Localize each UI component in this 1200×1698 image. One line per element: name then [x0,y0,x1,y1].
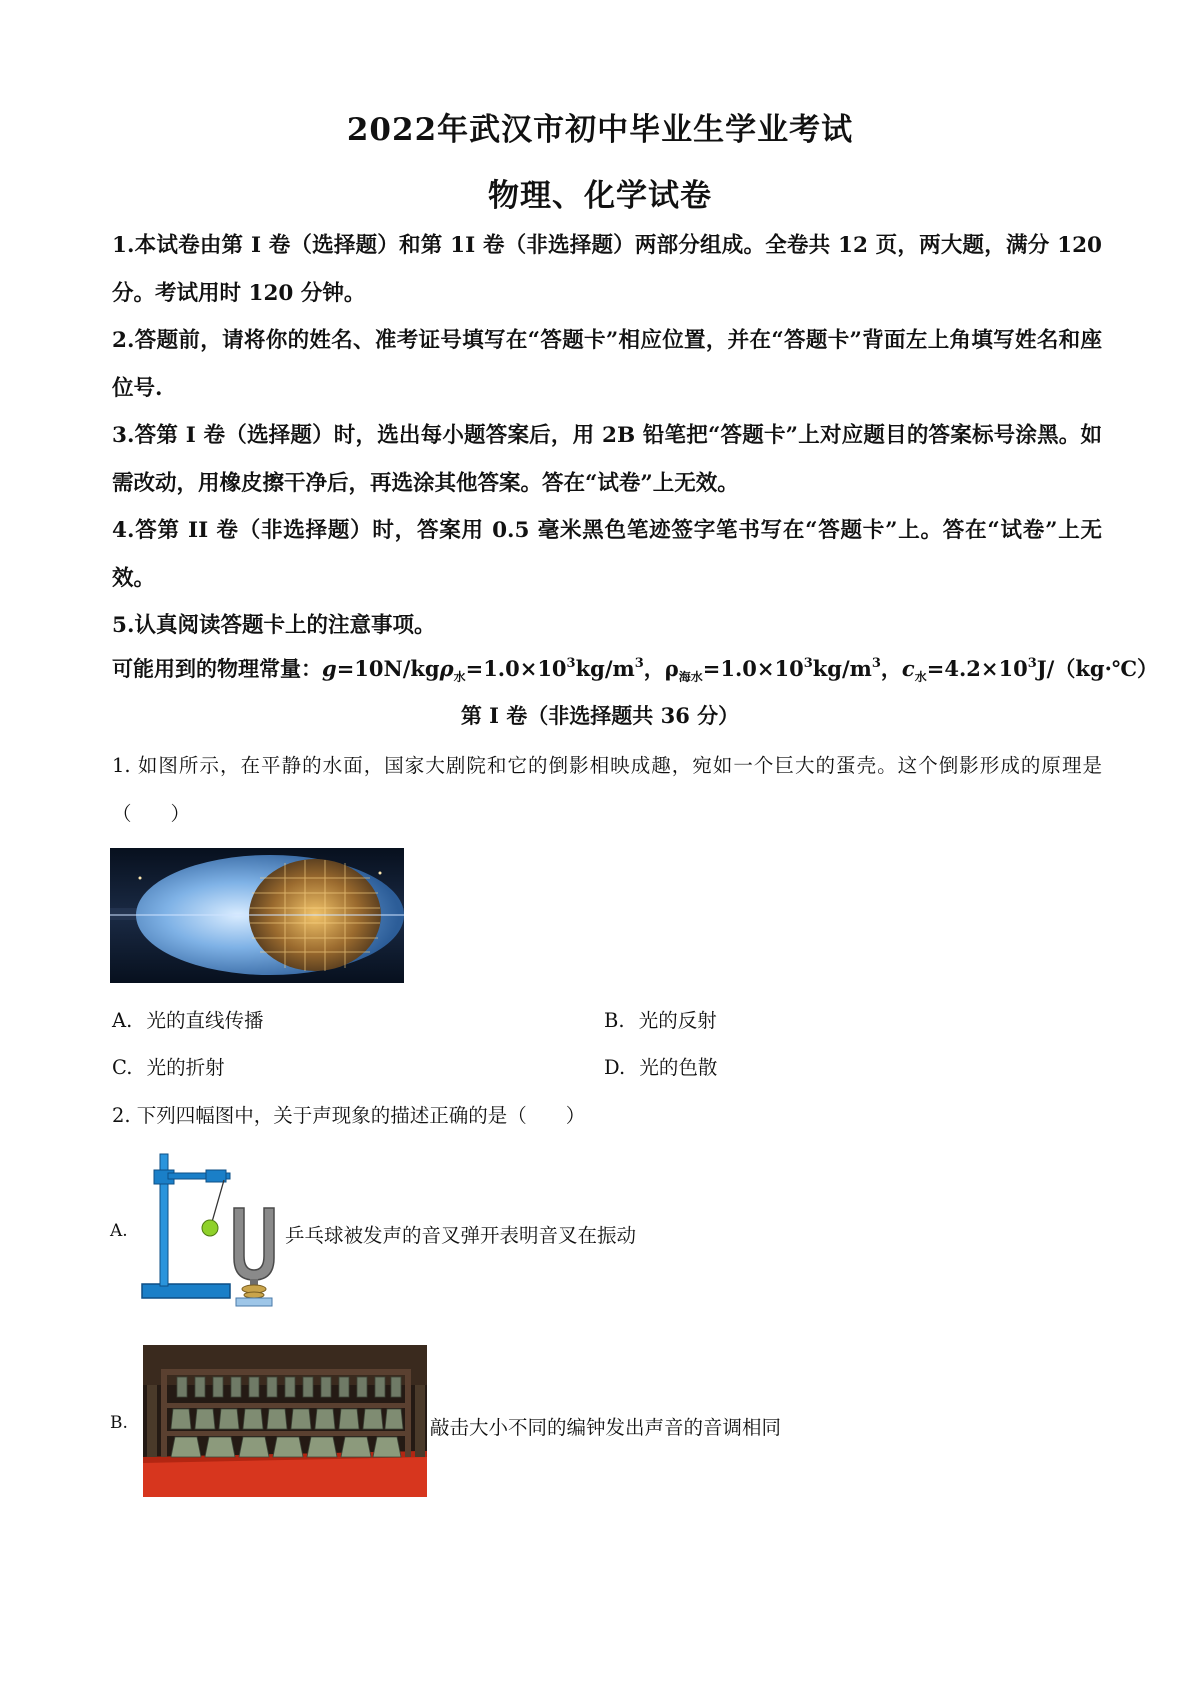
rho-symbol: ρ [439,656,454,681]
rho2-subscript: 海水 [678,670,703,684]
q1-option-c-label: C. [112,1056,133,1079]
q1-option-c-text: 光的折射 [146,1056,225,1079]
q1-option-c[interactable] [112,1052,225,1080]
exam-title: 2022年武汉市初中毕业生学业考试 [346,112,854,148]
q2-option-b-label[interactable]: B. [110,1413,128,1433]
rho2-symbol: ρ [664,656,679,681]
rho-value: =1.0×10 [465,656,567,681]
q2-option-a-text: 乒乓球被发声的音叉弹开表明音叉在振动 [285,1224,637,1247]
q1-option-a-text: 光的直线传播 [146,1009,264,1032]
instruction-2: 2.答题前，请将你的姓名、准考证号填写在“答题卡”相应位置，并在“答题卡”背面左上角填写姓名和座位号. [112,328,1102,401]
q1-option-d-text: 光的色散 [639,1056,718,1079]
chime-bells-photo [143,1345,427,1497]
c-exp: 3 [1027,656,1037,671]
rho-unit-exp: 3 [634,656,644,671]
constants-prefix: 可能用到的物理常量： [112,656,322,681]
instruction-5: 5.认真阅读答题卡上的注意事项。 [112,613,436,638]
question-1-stem: 1. 如图所示，在平静的水面，国家大剧院和它的倒影相映成趣，宛如一个巨大的蛋壳。这个倒影形成的原理是（ ） [112,754,1102,825]
sep-1: ， [643,656,665,681]
instruction-1: 1.本试卷由第 I 卷（选择题）和第 1I 卷（非选择题）两部分组成。全卷共 12 页，两大题，满分 120 分。考试用时 120 分钟。 [112,233,1102,306]
c-value: =4.2×10 [926,656,1028,681]
rho2-exp: 3 [803,656,813,671]
q1-option-a-label: A. [112,1009,133,1032]
q1-option-b[interactable] [604,1005,717,1033]
q1-option-b-label: B. [604,1009,625,1032]
q1-option-a[interactable] [112,1005,264,1033]
c-symbol: c [901,656,915,681]
q1-option-d[interactable] [604,1052,717,1080]
rho2-value: =1.0×10 [702,656,804,681]
opera-house-photo [110,848,404,983]
rho2-unit: kg/m [812,656,872,681]
q2-option-a-label[interactable]: A. [110,1221,128,1241]
g-symbol: g [322,656,337,681]
physics-constants [112,653,1159,685]
rho-exp: 3 [566,656,576,671]
rho-unit: kg/m [575,656,635,681]
c-unit: J/（kg·℃） [1036,656,1159,681]
instructions [112,222,1102,650]
g-value: =10N/kg [336,656,440,681]
rho-subscript: 水 [453,670,466,684]
exam-subtitle: 物理、化学试卷 [488,178,712,214]
sep-2: ， [880,656,902,681]
instruction-4: 4.答第 II 卷（非选择题）时，答案用 0.5 毫米黑色笔迹签字笔书写在“答题卡”上。答在“试卷”上无效。 [112,518,1102,591]
q1-option-d-label: D. [604,1056,626,1079]
section-title: 第 I 卷（非选择题共 36 分） [460,703,740,728]
rho2-unit-exp: 3 [871,656,881,671]
question-2-stem: 2. 下列四幅图中，关于声现象的描述正确的是（ ） [112,1104,586,1127]
q1-option-b-text: 光的反射 [638,1009,717,1032]
q2-option-b-text: 敲击大小不同的编钟发出声音的音调相同 [430,1416,782,1439]
instruction-3: 3.答第 I 卷（选择题）时，选出每小题答案后，用 2B 铅笔把“答题卡”上对应题目的答案标号涂黑。如需改动，用橡皮擦干净后，再选涂其他答案。答在“试卷”上无效。 [112,423,1102,496]
tuning-fork-figure [140,1148,282,1310]
c-subscript: 水 [914,670,927,684]
